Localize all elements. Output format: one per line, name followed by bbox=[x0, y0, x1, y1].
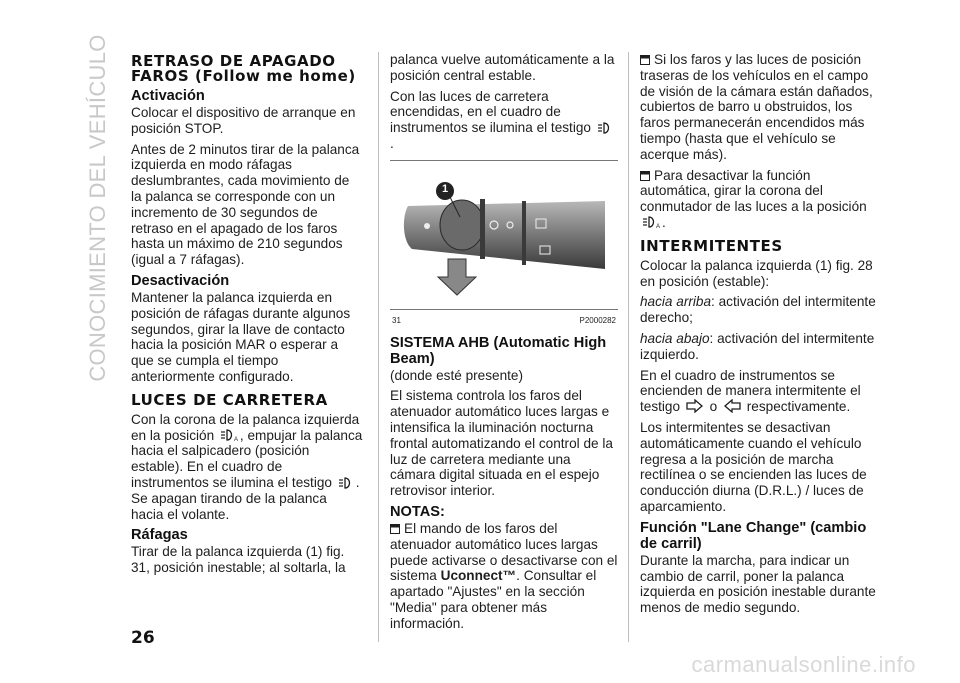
section-heading-luces-carretera: LUCES DE CARRETERA bbox=[131, 390, 328, 409]
paragraph: El sistema controla los faros del atenuador automático luces largas e intensifica la iluminación nocturna frontal automatizando el control de la luz de carretera mediante una cámara digital situada en el espejo retrovisor interior. bbox=[390, 388, 613, 499]
emphasis: hacia arriba bbox=[640, 294, 712, 310]
text-run: : activación del intermitente derecho; bbox=[640, 294, 876, 326]
turn-right-icon bbox=[686, 399, 704, 413]
note-icon bbox=[640, 171, 650, 181]
auto-lights-icon bbox=[642, 215, 660, 229]
paragraph: Mantener la palanca izquierda en posición de ráfagas durante algunos segundos, girar la llave de contacto hacia la posición MAR o esperar a que se cumpla el tiempo anteriormente configurado. bbox=[131, 289, 351, 384]
text-run: , empujar la palanca hacia el salpicadero (posición estable). En el cuadro de instrumentos se ilumina el testigo bbox=[131, 427, 363, 490]
paragraph: Los intermitentes se desactivan automáticamente cuando el vehículo regresa a la posición de marcha rectilínea o se encienden las luces de conducción diurna (D.R.L.) / luces de aparcamiento. bbox=[640, 419, 867, 514]
paragraph: Tirar de la palanca izquierda (1) fig. 31, posición inestable; al soltarla, la bbox=[131, 544, 346, 576]
text-run: : activación del intermitente izquierdo. bbox=[640, 330, 875, 362]
subheading-lane-change: Función "Lane Change" (cambio de carril) bbox=[640, 519, 867, 552]
emphasis: hacia abajo bbox=[640, 330, 710, 346]
subheading-rafagas: Ráfagas bbox=[131, 527, 188, 544]
high-beam-icon bbox=[597, 122, 613, 134]
paragraph-luces bbox=[131, 412, 363, 523]
turn-left-icon bbox=[723, 399, 741, 413]
paragraph-testigo bbox=[390, 89, 618, 152]
paragraph: Colocar el dispositivo de arranque en posición STOP. bbox=[131, 105, 356, 136]
high-beam-icon bbox=[338, 477, 354, 489]
paragraph: Colocar la palanca izquierda (1) fig. 28 en posición (estable): bbox=[640, 257, 873, 289]
column-divider bbox=[628, 52, 629, 642]
watermark: carmanualsonline.info bbox=[691, 652, 916, 677]
auto-lights-icon bbox=[220, 428, 238, 442]
paragraph-testigos bbox=[640, 368, 880, 415]
text-run: Con las luces de carretera encendidas, en el cuadro de instrumentos se ilumina el testigo bbox=[390, 88, 591, 136]
paragraph-abajo bbox=[640, 331, 880, 363]
svg-text:A: A bbox=[656, 223, 660, 229]
notes-heading: NOTAS: bbox=[390, 503, 445, 520]
text-run: Con la corona de la palanca izquierda en la posición bbox=[131, 411, 360, 443]
figure-lever bbox=[390, 160, 618, 310]
paragraph: Antes de 2 minutos tirar de la palanca izquierda en modo ráfagas deslumbrantes, cada movimiento de la palanca se corresponde con un incremento de 30 segundos de retraso en el apagado de los faros hasta un máximo de 210 segundos (igual a 7 ráfagas). bbox=[131, 141, 360, 268]
callout-number: 1 bbox=[441, 182, 449, 195]
paragraph-notas bbox=[390, 521, 618, 632]
note-icon bbox=[640, 55, 650, 65]
paragraph: Durante la marcha, para indicar un cambio de carril, poner la palanca izquierda en posición inestable durante menos de medio segundo. bbox=[640, 552, 876, 616]
paragraph-arriba bbox=[640, 294, 880, 326]
brand-name: Uconnect™ bbox=[440, 568, 517, 584]
column-left bbox=[131, 52, 363, 581]
text-run: . bbox=[390, 135, 394, 151]
chapter-sidebar bbox=[84, 34, 112, 382]
column-right bbox=[640, 52, 880, 621]
text-run: Si los faros y las luces de posición traseras de los vehículos en el campo de visión de la cámara están dañados, cubiertos de barro u obstruidos, los faros permanecerán encendidos más tiempo (hasta que el vehículo se acerque más). bbox=[640, 52, 873, 162]
lever-illustration bbox=[390, 161, 618, 309]
figure-number: 31 bbox=[392, 315, 401, 325]
figure-code: P2000282 bbox=[579, 315, 616, 325]
text-run: . bbox=[662, 214, 666, 230]
section-heading-ahb: SISTEMA AHB (Automatic High Beam) bbox=[390, 334, 607, 367]
subheading-desactivacion: Desactivación bbox=[131, 272, 230, 289]
text-run: El mando de los faros del atenuador automático luces largas puede activarse o desactivarse con el sistema bbox=[390, 520, 618, 584]
text-run: . Consultar el apartado "Ajustes" en la sección "Media" para obtener más información. bbox=[390, 568, 597, 631]
figure-caption bbox=[390, 310, 618, 329]
svg-text:A: A bbox=[233, 436, 238, 442]
subheading-activacion: Activación bbox=[131, 88, 205, 104]
section-heading-follow-me-home: RETRASO DE APAGADO FAROS (Follow me home) bbox=[131, 52, 356, 85]
note-paragraph bbox=[640, 168, 880, 231]
text-run: Para desactivar la función automática, girar la corona del conmutador de las luces a la posición bbox=[640, 167, 867, 215]
page-number: 26 bbox=[131, 628, 155, 648]
text-run: . Se apagan tirando de la palanca hacia el volante. bbox=[131, 474, 360, 522]
note-icon bbox=[390, 524, 400, 534]
paragraph: palanca vuelve automáticamente a la posición central estable. bbox=[390, 52, 615, 83]
text-run: En el cuadro de instrumentos se encienden de manera intermitente el testigo bbox=[640, 367, 861, 415]
chapter-title: CONOCIMIENTO DEL VEHÍCULO bbox=[85, 34, 110, 382]
text-run: respectivamente. bbox=[746, 399, 851, 415]
column-middle bbox=[390, 52, 618, 637]
text-run: o bbox=[709, 399, 718, 415]
paragraph: (donde esté presente) bbox=[390, 367, 524, 383]
note-paragraph bbox=[640, 52, 880, 163]
section-heading-intermitentes: INTERMITENTES bbox=[640, 236, 783, 255]
column-divider bbox=[378, 52, 379, 642]
